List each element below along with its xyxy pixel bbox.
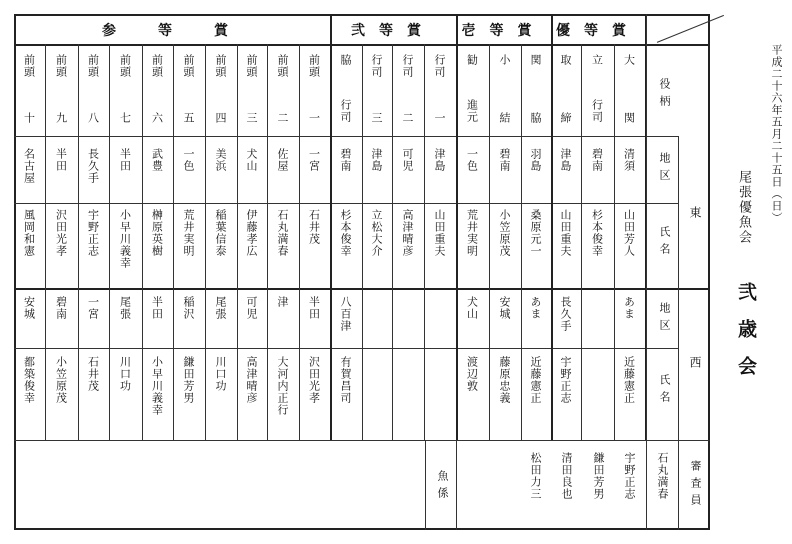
column-divider <box>521 44 522 440</box>
east-area: 津島 <box>370 148 383 172</box>
west-area: 一宮 <box>86 296 100 320</box>
west-name: 川口功 <box>118 356 132 392</box>
rank-title: 三 <box>370 112 383 124</box>
east-area: 長久手 <box>86 148 100 184</box>
rank-title: 四 <box>214 112 227 124</box>
rank-title: 一 <box>307 112 321 124</box>
section-ni: 弐等賞 <box>351 22 435 39</box>
west-name-divider <box>14 440 710 441</box>
west-name: 鎌田芳男 <box>182 356 195 404</box>
east-area: 一色 <box>465 148 479 172</box>
rank-title: 前頭 <box>150 54 164 78</box>
column-divider <box>489 44 490 440</box>
footer-divider <box>456 440 457 530</box>
rank-title: 三 <box>245 112 258 124</box>
east-name: 荒井実明 <box>465 209 479 257</box>
east-name: 風岡和憲 <box>22 209 36 257</box>
west-name: 川口功 <box>214 356 227 392</box>
judge-name: 松田力三 <box>529 452 542 500</box>
side-date: 平成二十六年五月二十五日（日） <box>770 44 783 224</box>
east-name: 宇野正志 <box>86 209 100 257</box>
west-area: 尾張 <box>214 296 227 320</box>
rank-row-divider <box>14 136 678 137</box>
east-name: 沢田光孝 <box>54 209 68 257</box>
rank-title: 行司 <box>370 54 383 78</box>
east-name: 山田芳人 <box>622 209 636 257</box>
east-area: 羽島 <box>529 148 542 172</box>
east-area: 半田 <box>118 148 132 172</box>
rank-title: 六 <box>150 112 164 124</box>
west-name: 宇野正志 <box>559 356 572 404</box>
east-name: 桑原元一 <box>529 209 542 257</box>
west-name: 沢田光孝 <box>307 356 321 404</box>
rank-title: 前頭 <box>22 54 36 78</box>
rank-title: 小 <box>498 54 511 66</box>
rank-title: 脇 <box>529 112 542 124</box>
rank-title: 二 <box>276 112 289 124</box>
east-name: 稲葉信泰 <box>214 209 227 257</box>
west-name: 近藤憲正 <box>529 356 542 404</box>
section-divider <box>456 14 458 440</box>
east-area: 碧南 <box>339 148 352 172</box>
rank-title: 大 <box>622 54 636 66</box>
section-yu: 優等賞 <box>556 22 640 39</box>
east-area: 津島 <box>559 148 572 172</box>
east-area: 一宮 <box>307 148 321 172</box>
west-area: 稲沢 <box>182 296 195 320</box>
section-divider <box>330 14 332 440</box>
east-area: 美浜 <box>214 148 227 172</box>
label-column-divider <box>678 136 679 530</box>
west-name: 有賀昌司 <box>339 356 352 404</box>
east-name: 山田重夫 <box>433 209 446 257</box>
column-divider <box>424 44 425 440</box>
rank-title: 勧 <box>465 54 479 66</box>
label-east-area: 地区 <box>658 152 671 186</box>
rank-title: 八 <box>86 112 100 124</box>
east-area: 半田 <box>54 148 68 172</box>
west-name: 小早川義幸 <box>150 356 164 416</box>
west-area: 碧南 <box>54 296 68 320</box>
column-divider <box>173 44 174 440</box>
section-san: 参 等 賞 <box>102 22 242 39</box>
west-area: 半田 <box>150 296 164 320</box>
east-name: 石丸満春 <box>276 209 289 257</box>
west-name: 藤原忠義 <box>498 356 511 404</box>
label-west: 西 <box>688 356 702 374</box>
column-divider <box>78 44 79 440</box>
west-area: 津 <box>276 296 289 308</box>
west-area: 犬山 <box>465 296 479 320</box>
section-divider <box>551 14 553 440</box>
west-area-divider <box>14 348 678 349</box>
rank-title: 七 <box>118 112 132 124</box>
east-name: 高津晴彦 <box>401 209 414 257</box>
label-uogakari: 魚係 <box>436 470 449 504</box>
rank-title: 一 <box>433 112 446 124</box>
column-divider <box>237 44 238 440</box>
rank-title: 前頭 <box>214 54 227 78</box>
east-area: 可児 <box>401 148 414 172</box>
judge-name: 鎌田芳男 <box>592 452 605 500</box>
side-event: 弐歳会 <box>735 282 757 393</box>
east-name: 山田重夫 <box>559 209 572 257</box>
column-divider <box>45 44 46 440</box>
east-area-divider <box>14 203 678 204</box>
judge-name: 石丸満春 <box>656 452 669 500</box>
side-org: 尾張優魚会 <box>736 170 751 245</box>
east-area: 犬山 <box>245 148 258 172</box>
column-divider <box>109 44 110 440</box>
rank-title: 前頭 <box>118 54 132 78</box>
label-east: 東 <box>688 206 702 224</box>
label-west-area: 地区 <box>658 302 671 336</box>
column-divider <box>267 44 268 440</box>
column-divider <box>581 44 582 440</box>
west-name: 近藤憲正 <box>622 356 636 404</box>
rank-title: 前頭 <box>276 54 289 78</box>
rank-title: 前頭 <box>54 54 68 78</box>
east-area: 清須 <box>622 148 636 172</box>
west-area: 尾張 <box>118 296 132 320</box>
rank-title: 進元 <box>465 99 479 123</box>
rank-title: 立 <box>590 54 604 66</box>
west-name: 都築俊幸 <box>22 356 36 404</box>
east-name: 小笠原茂 <box>498 209 511 257</box>
west-area: 長久手 <box>559 296 572 332</box>
west-area: あま <box>529 296 542 320</box>
rank-title: 行司 <box>433 54 446 78</box>
rank-title: 関 <box>622 112 636 124</box>
west-name: 渡辺敦 <box>465 356 479 392</box>
east-name: 杉本俊幸 <box>339 209 352 257</box>
rank-title: 前頭 <box>307 54 321 78</box>
rank-title: 結 <box>498 112 511 124</box>
west-area: 安城 <box>22 296 36 320</box>
west-name: 高津晴彦 <box>245 356 258 404</box>
east-area: 佐屋 <box>276 148 289 172</box>
column-divider <box>205 44 206 440</box>
west-area: 八百津 <box>339 296 352 332</box>
rank-title: 前頭 <box>182 54 195 78</box>
east-area: 武豊 <box>150 148 164 172</box>
east-name: 小早川義幸 <box>118 209 132 269</box>
west-name: 小笠原茂 <box>54 356 68 404</box>
west-area: あま <box>622 296 636 320</box>
column-divider <box>299 44 300 440</box>
east-area: 津島 <box>433 148 446 172</box>
east-name: 杉本俊幸 <box>590 209 604 257</box>
rank-title: 前頭 <box>245 54 258 78</box>
rank-title: 行司 <box>590 99 604 123</box>
rank-title: 二 <box>401 112 414 124</box>
east-area: 名古屋 <box>22 148 36 184</box>
section-ichi: 壱等賞 <box>461 22 546 39</box>
rank-title: 五 <box>182 112 195 124</box>
rank-title: 行司 <box>339 99 352 123</box>
east-name: 立松大介 <box>370 209 383 257</box>
west-name: 大河内正行 <box>276 356 289 416</box>
rank-title: 関 <box>529 54 542 66</box>
rank-title: 前頭 <box>86 54 100 78</box>
west-name: 石井茂 <box>86 356 100 392</box>
east-name: 榊原英樹 <box>150 209 164 257</box>
east-name: 石井茂 <box>307 209 321 245</box>
rank-title: 行司 <box>401 54 414 78</box>
west-area: 可児 <box>245 296 258 320</box>
footer-divider <box>425 440 426 530</box>
label-yakugara: 役柄 <box>658 78 671 112</box>
label-judges: 審査員 <box>689 460 702 511</box>
rank-title: 脇 <box>339 54 352 66</box>
east-area: 一色 <box>182 148 195 172</box>
column-divider <box>142 44 143 440</box>
judge-name: 宇野正志 <box>623 452 636 500</box>
east-name: 荒井実明 <box>182 209 195 257</box>
west-area: 半田 <box>307 296 321 320</box>
east-area: 碧南 <box>498 148 511 172</box>
label-west-name: 氏名 <box>658 374 671 408</box>
label-east-name: 氏名 <box>658 226 671 260</box>
rank-title: 取 <box>559 54 572 66</box>
column-divider <box>392 44 393 440</box>
rank-title: 締 <box>559 112 572 124</box>
west-area: 安城 <box>498 296 511 320</box>
label-column-divider <box>646 14 647 530</box>
east-area: 碧南 <box>590 148 604 172</box>
rank-title: 九 <box>54 112 68 124</box>
column-divider <box>614 44 615 440</box>
column-divider <box>362 44 363 440</box>
judge-name: 清田良也 <box>560 452 573 500</box>
east-name: 伊藤孝広 <box>245 209 258 257</box>
rank-title: 十 <box>22 112 36 124</box>
